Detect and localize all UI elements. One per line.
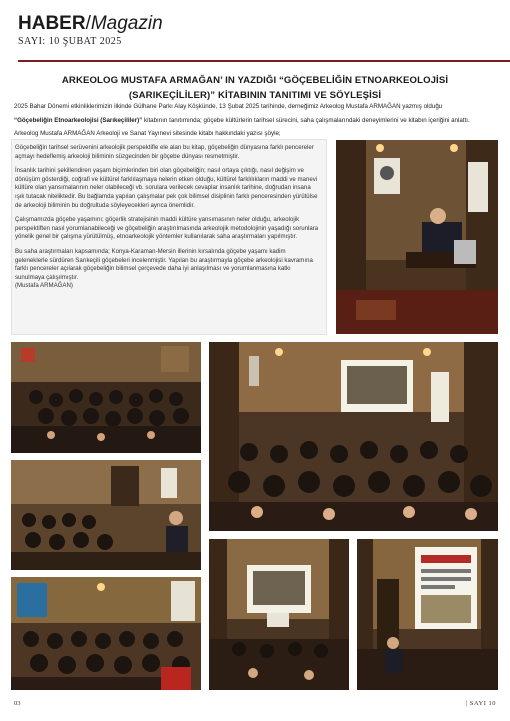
quote-paragraph: Bu saha araştırmaları kapsamında; Konya-Karaman-Mersin illerinin kırsalında göçebe yaşamı kadim geleneklerle sürdüren Sarıkeçili göçebeleri incelenmiştir. Yapılan bu araştırmayla göçebe arkeolojisi kavramına farklı pencereler açılarak göçebeliğin bilimsel çerçevede daha iyi anlaşılması ve yorumlanmasına katkı sunulmaya çalışılmıştır. bbox=[15, 247, 313, 281]
intro-line-2-text: kitabının tanıtımında; göçebe kültürlerin tarihsel sürecini, saha çalışmalarındaki deneyimlerini ve kitabın içeriğini anlattı. bbox=[142, 116, 470, 124]
masthead-rule bbox=[18, 60, 510, 62]
quote-paragraph: Çalışmamızda göçebe yaşamını; göçerlik stratejisinin maddi kültüre yansımasının neler olduğu, arkeolojik perspektiften nasıl yorumlanabileceği ve göçebeliğin araştırılmasında arkeolojik metodolojinin yaşadığı sorunlara yönelik genel bir çalışma yürütülmüş, etnoarkeolojik yöntemler kullanılarak saha araştırmaları yapılmıştır. bbox=[15, 216, 319, 241]
photo-projection-screen bbox=[209, 539, 349, 690]
issue-date: SAYI: 10 ŞUBAT 2025 bbox=[18, 36, 122, 47]
article-headline bbox=[20, 73, 490, 103]
quote-paragraph: İnsanlık tarihini şekillendiren yaşam biçimlerinden biri olan göçebeliğin; nasıl ortaya çıktığı, nasıl değişim ve dönüşüm gösterdiği, coğrafi ve kültürel farklılaşmaya nelerin etken olduğu, kültürel farklılıkların maddi ve manevi kültüre olan yansımalarının neler olabileceği vb. sorulara verilecek cevaplar insanlık tarihine, doğrudan insana ışık tutacak niteliktedir. Bu bağlamda yapılan çalışmalar pek çok bilimsel disiplinin farklı penceresinden yürütülse de arkeoloji biliminin bu doğrultuda söyleyecekleri ayrıca önemlidir. bbox=[15, 167, 318, 209]
book-title: “Göçebeliğin Etnoarkeolojisi (Sarıkeçililer)” bbox=[14, 116, 143, 124]
photo-audience-2 bbox=[11, 460, 201, 570]
photo-audience-3 bbox=[11, 577, 201, 690]
intro-line-3: Arkeolog Mustafa ARMAĞAN Arkeoloji ve Sanat Yayınevi sitesinde kitabı hakkındaki yazısı şöyle; bbox=[14, 130, 281, 137]
quote-paragraph: Göçebeliğin tarihsel serüvenini arkeolojik perspektifle ele alan bu kitap, göçebeliğin dünyasına farklı pencereler açmayı hedeflemiş arkeoloji biliminin süzgecinden bir göçebe dünyası resmetmiştir. bbox=[15, 144, 314, 160]
issue-footer: | SAYI 10 bbox=[465, 700, 496, 707]
quote-signature: (Mustafa ARMAĞAN) bbox=[15, 282, 73, 290]
photo-slide-presentation bbox=[357, 539, 498, 690]
brand-separator: / bbox=[85, 13, 91, 34]
photo-presentation-hall bbox=[209, 342, 498, 531]
brand-italic: Magazin bbox=[90, 13, 163, 34]
intro-line-1: 2025 Bahar Dönemi etkinliklerimizin ilkinde Gülhane Parkı Alay Köşkünde, 13 Şubat 2025 tarihinde, derneğimiz Arkeolog Mustafa ARMAĞAN yazmış olduğu bbox=[14, 103, 443, 110]
headline-line-1: ARKEOLOG MUSTAFA ARMAĞAN’ IN YAZDIĞI “GÖÇEBELİĞİN ETNOARKEOLOJİSİ bbox=[61, 75, 449, 86]
photo-audience-1 bbox=[11, 342, 201, 453]
article-intro bbox=[14, 100, 502, 141]
masthead bbox=[18, 14, 498, 47]
photo-speaker bbox=[336, 140, 498, 334]
intro-line-2 bbox=[14, 114, 502, 128]
author-quote-box bbox=[11, 139, 327, 335]
headline-line-2: (SARIKEÇİLİLER)” KİTABININ TANITIMI VE SÖYLEŞİSİ bbox=[128, 90, 382, 101]
page-number: 03 bbox=[14, 700, 21, 707]
magazine-title bbox=[18, 14, 498, 33]
brand-bold: HABER bbox=[18, 13, 86, 34]
